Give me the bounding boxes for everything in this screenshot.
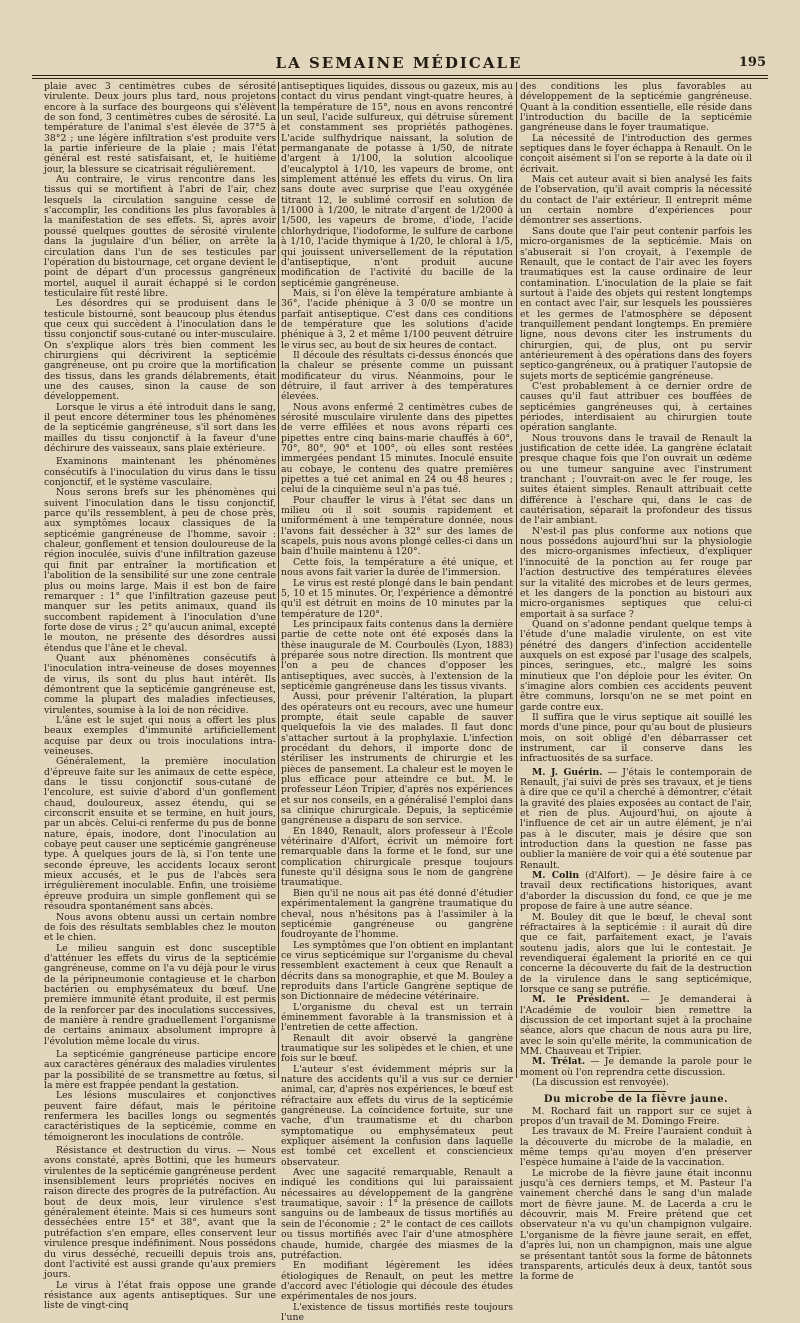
paragraph: Pour chauffer le virus à l'état sec dans un milieu où il soit soumis rapidement et uniformément à une température donnée, nous l'avons fait dessécher à 32° sur des lames de scapels, puis nous avons plongé celles-ci dans un bain d'huile maintenu à 120°. [281,494,513,558]
paragraph: Examinons maintenant les phénomènes consécutifs à l'inoculation du virus dans le tissu conjonctif, et le système vasculaire. [44,456,276,489]
page-number: 195 [738,55,766,70]
paragraph: des conditions les plus favorables au développement de la septicémie gangréneuse. Quant à la condition essentielle, elle réside dans l'introduction du bacille de la septicémie gangréneuse dans le foyer traumatique. [520,81,752,134]
paragraph: Bien qu'il ne nous ait pas été donné d'étudier expérimentalement la gangrène traumatique du cheval, nous n'hésitons pas à l'assimiler à la septicémie gangréneuse ou gangrène foudroyante de l'homme. [281,887,513,941]
speech-text: — Je demande la parole pour le moment où l'on reprendra cette discussion. [520,1056,752,1078]
discussion-paragraph [520,1057,752,1078]
paragraph: Nous avons enfermé 2 centimètres cubes de sérosité musculaire virulente dans des pipettes de verre effilées et nous avons réparti ces pipettes entre cinq bains-marie chauffés à 60°, 70°, 80°, 90° et 100°, où elles sont restées immergées pendant 15 minutes. Inoculé ensuite au cobaye, le contenu des quatre premières pipettes a tué cet animal en 24 ou 48 heures ; celui de la cinquième seul n'a pas tué. [281,401,513,496]
paragraph: Quand on s'adonne pendant quelque temps à l'étude d'une maladie virulente, on est vite pénétré des dangers d'infection accidentelle auxquels on est exposé par l'usage des scalpels, pinces, seringues, etc., malgré les soins minutieux que l'on déploie pour les éviter. On s'imagine alors combien ces accidents peuvent être communs, lorsqu'on ne se met point en garde contre eux. [520,618,752,713]
paragraph: Sans doute que l'air peut contenir parfois les micro-organismes de la septicémie. Mais on s'abuserait si l'on croyait, à l'exemple de Renault, que le contact de l'air avec les foyers traumatiques est la cause ordinaire de leur contamination. L'inoculation de la plaie se fait surtout à l'aide des objets qui restent longtemps en contact avec l'air, sur lesquels les poussières et les germes de l'atmosphère se déposent tranquillement pendant longtemps. En première ligne, nous devons citer les instruments du chirurgien, qui, de plus, ont pu servir antérieurement à des opérations dans des foyers septico-gangréneux, ou à pratiquer l'autopsie de sujets morts de septicémie gangréneuse. [520,225,752,382]
page-header [30,54,768,76]
paragraph: En 1840, Renault, alors professeur à l'École vétérinaire d'Alfort, écrivit un mémoire fort remarquable dans la forme et le fond, sur une complication chirurgicale presque toujours funeste qu'il désigna sous le nom de gangrène traumatique. [281,825,513,889]
text-column-middle [281,81,513,1323]
speech-text: — Je demanderai à l'Académie de vouloir bien remettre la discussion de cet important sujet à la prochaine séance, alors que chacun de nous aura pu lire, avec le soin qu'elle mérite, la communication de MM. Chauveau et Tripier. [520,994,752,1057]
paragraph: Résistance et destruction du virus. — Nous avons constaté, après Bottini, que les humeurs virulentes de la septicémie gangréneuse perdent insensiblement leurs propriétés nocives en raison directe des progrès de la putréfaction. Au bout de deux mois, leur virulence s'est généralement éteinte. Mais si ces humeurs sont desséchées entre 15° et 38°, avant que la putréfaction s'en empare, elles conservent leur virulence presque indéfiniment. Nous possédons du virus desséché, recueilli depuis trois ans, dont l'activité est aussi grande qu'aux premiers jours. [44,1145,276,1281]
paragraph: Les principaux faits contenus dans la dernière partie de cette note ont été exposés dans la thèse inaugurale de M. Courboulès (Lyon, 1883) préparée sous notre direction. Ils montrent que l'on a peu de chances d'opposer les antiseptiques, avec succès, à l'extension de la septicémie gangréneuse dans les tissus vivants. [281,618,513,692]
text-column-right [520,81,752,1283]
speech-text: M. Bouley dit que le bœuf, le cheval sont réfractaires à la septicémie : il aurait dû dire que ce fait, parfaitement exact, je l'avais soutenu jadis, alors que lui le contestait. Je revendiquerai également la priorité en ce qui concerne la découverte du fait de la destruction de la virulence dans le sang septicémique, lorsque ce sang se putréfie. [520,911,752,995]
speaker-name: M. Trélat. [532,1056,586,1068]
discussion-paragraph [520,913,752,996]
paragraph: Le microbe de la fièvre jaune était inconnu jusqu'à ces derniers temps, et M. Pasteur l'a vainement cherché dans le sang d'un malade mort de fièvre jaune. M. de Lacerda a cru le découvrir, mais M. Freire prétend que cet observateur n'a vu qu'un champignon vulgaire. L'organisme de la fièvre jaune serait, en effet, d'après lui, non un champignon, mais une algue se présentant tantôt sous la forme de bâtonnets transparents, articulés deux à deux, tantôt sous la forme de [520,1167,752,1283]
paragraph: N'est-il pas plus conforme aux notions que nous possédons aujourd'hui sur la physiologie des micro-organismes infectieux, d'expliquer l'innocuité de la ponction au fer rouge par l'action destructive des températures élevées sur la vitalité des microbes et de leurs germes, et les dangers de la ponction au bistouri aux micro-organismes septiques que celui-ci emportait à sa surface ? [520,525,752,620]
speaker-name: M. J. Guérin. [532,766,603,778]
paragraph: C'est probablement à ce dernier ordre de causes qu'il faut attribuer ces bouffées de septicémies gangréneuses qui, à certaines périodes, interdisaient au chirurgien toute opération sanglante. [520,380,752,434]
paragraph: L'organisme du cheval est un terrain éminemment favorable à la transmission et à l'entretien de cette affection. [281,1001,513,1034]
paragraph: Aussi, pour prévenir l'altération, la plupart des opérateurs ont eu recours, avec une humeur prompte, était seule capable de sauver quelquefois la vie des malades. Il faut donc s'attacher surtout à la prophylaxie. L'infection procédant du dehors, il importe donc de stériliser les instruments de chirurgie et les pièces de pansement. La chaleur est le moyen le plus efficace pour atteindre ce but. M. le professeur Léon Tripier, d'après nos expériences et sur nos conseils, en a généralisé l'emploi dans sa clinique chirurgicale. Depuis, la septicémie gangréneuse a disparu de son service. [281,691,513,827]
paragraph: Renault dit avoir observé la gangrène traumatique sur les solipèdes et le chien, et une fois sur le bœuf. [281,1032,513,1065]
header-rule [32,75,768,76]
paragraph: L'existence de tissus mortifiés reste toujours l'une [281,1301,513,1323]
paragraph: La septicémie gangréneuse participe encore aux caractères généraux des maladies virulentes par la possibilité de se transmettre au fœtus, si la mère est frappée pendant la gestation. [44,1048,276,1091]
discussion-paragraph [520,1078,752,1088]
paragraph: Généralement, la première inoculation d'épreuve faite sur les animaux de cette espèce, dans le tissu conjonctif sous-cutané de l'encolure, est suivie d'abord d'un gonflement chaud, douloureux, assez étendu, qui se circonscrit ensuite et se termine, en huit jours, par un abcès. Celui-ci renferme du pus de bonne nature, épais, inodore, dont l'inoculation au cobaye peut causer une septicémie gangréneuse type. À quelques jours de là, si l'on tente une seconde épreuve, les accidents locaux seront mieux accusés, et le pus de l'abcès sera irrégulièrement inoculable. Enfin, une troisième épreuve produira un simple gonflement qui se résoudra spontanément sans abcès. [44,756,276,913]
paragraph: Nous trouvons dans le travail de Renault la justification de cette idée. La gangrène éclatait presque chaque fois que l'on ouvrait un œdème ou une tumeur sanguine avec l'instrument tranchant ; l'ouvrait-on avec le fer rouge, les suites étaient simples. Renault attribuait cette différence à l'eschare qui, dans le cas de cautérisation, séparait la profondeur des tissus de l'air ambiant. [520,432,752,527]
paragraph: Le virus à l'état frais oppose une grande résistance aux agents antiseptiques. Sur une liste de vingt-cinq [44,1279,276,1312]
paragraph: Les lésions musculaires et conjonctives peuvent faire défaut, mais le péritoine renfermera les bacilles longs ou segmentés caractéristiques de la septicémie, comme en témoigneront les inoculations de contrôle. [44,1090,276,1143]
paragraph: Le milieu sanguin est donc susceptible d'atténuer les effets du virus de la septicémie gangréneuse, comme on l'a vu déjà pour le virus de la péripneumonie contagieuse et le charbon bactérien ou emphysémateux du bœuf. Une première immunité étant produite, il est permis de la renforcer par des inoculations successives, de manière à rendre graduellement l'organisme de certains animaux absolument impropre à l'évolution même locale du virus. [44,942,276,1047]
paragraph: Le virus est resté plongé dans le bain pendant 5, 10 et 15 minutes. Or, l'expérience a démontré qu'il est détruit en moins de 10 minutes par la température de 120°. [281,577,513,620]
speech-text: (d'Alfort). — Je désire faire à ce travail deux rectifications historiques, avant d'aborder la discussion du fond, ce que je me propose de faire à une autre séance. [520,870,752,913]
discussion-paragraph [520,768,752,871]
paragraph: L'auteur s'est évidemment mépris sur la nature des accidents qu'il a vus sur ce dernier animal, car, d'après nos expériences, le bœuf est réfractaire aux effets du virus de la septicémie gangréneuse. La coïncidence fortuite, sur une vache, d'un traumatisme et du charbon symptomatique ou emphysémateux peut expliquer aisément la confusion dans laquelle est tombé cet excellent et consciencieux observateur. [281,1063,513,1168]
journal-title: LA SEMAINE MÉDICALE [275,54,523,72]
paragraph: Lorsque le virus a été introduit dans le sang, il peut encore déterminer tous les phénomènes de la septicémie gangréneuse, s'il sort dans les mailles du tissu conjonctif à la faveur d'une déchirure des vaisseaux, sans plaie extérieure. [44,401,276,455]
paragraph: Les symptômes que l'on obtient en implantant ce virus septicémique sur l'organisme du cheval ressemblent exactement à ceux que Renault a décrits dans sa monographie, et que M. Bouley a reproduits dans l'article Gangrène septique de son Dictionnaire de médecine vétérinaire. [281,939,513,1003]
column-divider [278,82,279,1078]
speech-text: (La discussion est renvoyée). [532,1077,669,1088]
paragraph: Les travaux de M. Freire l'auraient conduit à la découverte du microbe de la maladie, en même temps qu'au moyen d'en préserver l'espèce humaine à l'aide de la vaccination. [520,1126,752,1169]
section-rule [606,1091,666,1092]
paragraph: plaie avec 3 centimètres cubes de sérosité virulente. Deux jours plus tard, nous projetons encore à la surface des bourgeons qui s'élèvent de son fond, 3 centimètres cubes de sérosité. La température de l'animal s'est élevée de 37°5 à 38°2 ; une légère infiltration s'est produite vers la partie inférieure de la plaie ; mais l'état général est resté satisfaisant, et, le huitième jour, la blessure se cicatrisait régulièrement. [44,81,276,175]
paragraph: Nous avons obtenu aussi un certain nombre de fois des résultats semblables chez le mouton et le chien. [44,911,276,944]
speaker-name: M. Colin [532,870,580,882]
paragraph: Mais cet auteur avait si bien analysé les faits de l'observation, qu'il avait compris la nécessité du contact de l'air extérieur. Il entreprit même un certain nombre d'expériences pour démontrer ses assertions. [520,174,752,227]
discussion-paragraph [520,871,752,912]
paragraph: Il suffira que le virus septique ait souillé les mords d'une pince, pour qu'au bout de plusieurs mois, on soit obligé d'en débarrasser cet instrument, car il conserve dans les infractuosités de sa surface. [520,711,752,765]
paragraph: Il découle des résultats ci-dessus énoncés que la chaleur se présente comme un puissant modificateur du virus. Néanmoins, pour le détruire, il faut arriver à des températures élevées. [281,349,513,403]
paragraph: Nous serons brefs sur les phénomènes qui suivent l'inoculation dans le tissu conjonctif, parce qu'ils ressemblent, à peu de chose près, aux symptômes locaux classiques de la septicémie gangréneuse de l'homme, savoir : chaleur, gonflement et tension douloureuse de la région inoculée, suivis d'une infiltration gazeuse qui finit par entraîner la mortification et l'abolition de la sensibilité sur une zone centrale plus ou moins large. Mais il est bon de faire remarquer : 1° que l'infiltration gazeuse peut manquer sur les petits animaux, quand ils succombent rapidement à l'inoculation d'une forte dose de virus ; 2° qu'aucun animal, excepté le mouton, ne présente des désordres aussi étendus que l'âne et le cheval. [44,487,276,654]
speech-text: — J'étais le contemporain de Renault, j'ai suivi de près ses travaux, et je tiens à dire que ce qu'il a cherché à démontrer, c'était la gravité des plaies exposées au contact de l'air, et rien de plus. Aujourd'hui, on ajoute à l'influence de cet air un autre élément, je n'ai pas à le discuter, mais je désire que son introduction dans la question ne fasse pas oublier la manière de voir qui a été soutenue par Renault. [520,766,752,871]
paragraph: Les désordres qui se produisent dans le testicule bistourné, sont beaucoup plus étendus que ceux qui succèdent à l'inoculation dans le tissu conjonctif sous-cutané ou inter-musculaire. On s'explique alors très bien comment les chirurgiens qui décrivirent la septicémie gangréneuse, ont pu croire que la mortification des tissus, dans les grands délabrements, était une des causes, sinon la cause de son développement. [44,298,276,403]
discussion-paragraph [520,995,752,1057]
paragraph: antiseptiques liquides, dissous ou gazeux, mis au contact du virus pendant vingt-quatre heures, à la température de 15°, nous en avons rencontré un seul, l'acide sulfureux, qui détruise sûrement et constamment ses propriétés pathogènes. L'acide sulfhydrique naissant, la solution de permanganate de potasse à 1/50, de nitrate d'argent à 1/100, la solution alcoolique d'eucalyptol à 1/10, les vapeurs de brome, ont simplement atténué les effets du virus. On lira sans doute avec surprise que l'eau oxygénée titrant 12, le sublimé corrosif en solution de 1/1000 à 1/200, le nitrate d'argent de 1/2000 à 1/500, les vapeurs de brome, d'iode, l'acide chlorhydrique, l'iodoforme, le sulfure de carbone à 1/10, l'acide thymique à 1/20, le chloral à 1/5, qui jouissent universellement de la réputation d'antiseptique, n'ont produit aucune modification de l'activité du bacille de la septicémie gangréneuse. [281,81,513,289]
paragraph: Mais, si l'on élève la température ambiante à 36°, l'acide phénique à 3 0/0 se montre un parfait antiseptique. C'est dans ces conditions de température que les solutions d'acide phénique à 3, 2 et même 1/100 peuvent détruire le virus sec, au bout de six heures de contact. [281,287,513,351]
section-heading: Du microbe de la fièvre jaune. [543,1094,729,1106]
paragraph: En modifiant légèrement les idées étiologiques de Renault, on peut les mettre d'accord avec l'étiologie qui découle des études expérimentales de nos jours. [281,1260,513,1303]
paragraph: Au contraire, le virus rencontre dans les tissus qui se mortifient à l'abri de l'air, chez lesquels la circulation sanguine cesse de s'accomplir, les conditions les plus favorables à la manifestation de ses effets. Si, après avoir poussé quelques gouttes de sérosité virulente dans la jugulaire d'un bélier, on arrête la circulation dans l'un de ses testicules par l'opération du bistournage, cet organe devient le point de départ d'un processus gangréneux mortel, auquel il aurait échappé si le cordon testiculaire fût resté libre. [44,174,276,299]
speaker-name: M. le Président. [532,994,630,1006]
paragraph: Avec une sagacité remarquable, Renault a indiqué les conditions qui lui paraissaient nécessaires au développement de la gangrène traumatique, savoir : 1° la présence de caillots sanguins ou de lambeaux de tissus mortifiés au sein de l'économie ; 2° le contact de ces caillots ou tissus mortifiés avec l'air d'une atmosphère chaude, humide, chargée des miasmes de la putréfaction. [281,1167,513,1261]
paragraph: M. Rochard fait un rapport sur ce sujet à propos d'un travail de M. Domingo Freire. [520,1105,752,1128]
paragraph: Cette fois, la température a été unique, et nous avons fait varier la durée de l'immersion. [281,556,513,579]
paragraph: La nécessité de l'introduction des germes septiques dans le foyer échappa à Renault. On le conçoit aisément si l'on se reporte à la date où il écrivait. [520,132,752,175]
paragraph: L'âne est le sujet qui nous a offert les plus beaux exemples d'immunité artificiellement acquise par deux ou trois inoculations intra-veineuses. [44,714,276,757]
header-rule-secondary [32,78,768,79]
column-divider [516,82,517,1078]
text-column-left [44,81,276,1312]
paragraph: Quant aux phénomènes consécutifs à l'inoculation intra-veineuse de doses moyennes de virus, ils sont du plus haut intérêt. Ils démontrent que la septicémie gangréneuse est, comme la plupart des maladies infectieuses, virulentes, soumise à la loi de non récidive. [44,652,276,716]
